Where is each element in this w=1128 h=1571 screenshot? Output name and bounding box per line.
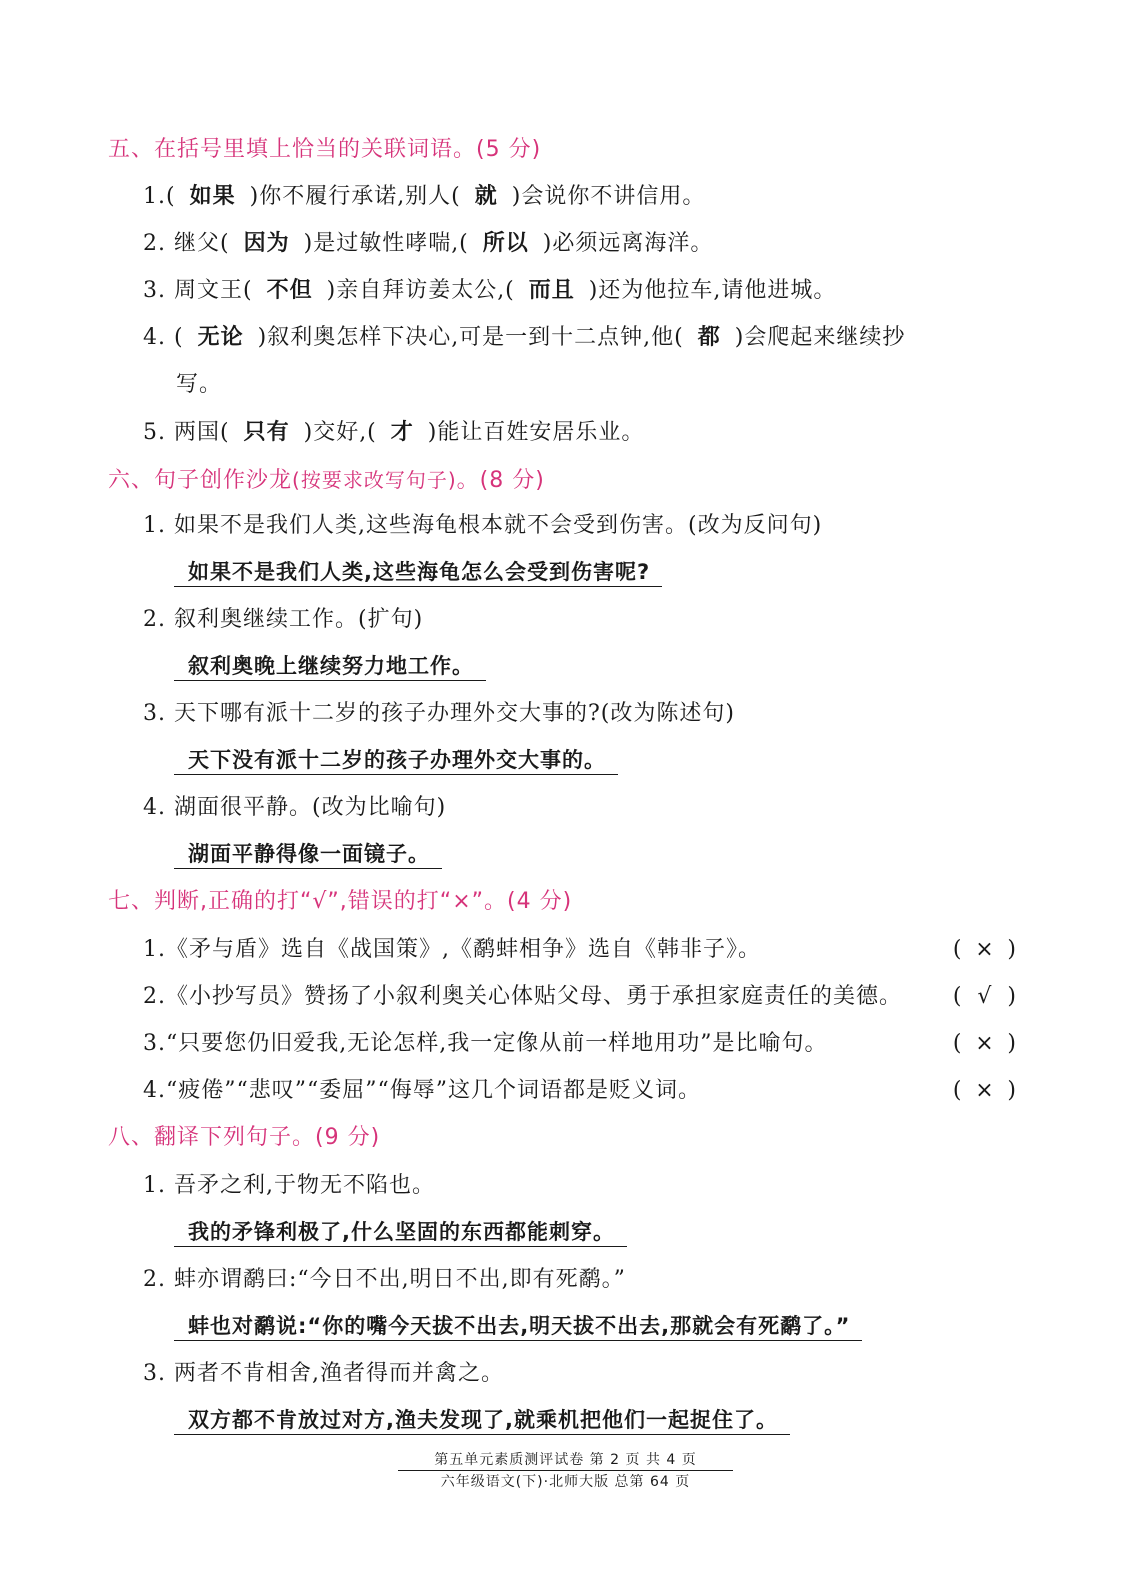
item-number: 1. <box>143 513 166 538</box>
sec7-item-2-judgement: ( √ ) <box>953 982 1016 1012</box>
sec6-item-4-answer: 湖面平静得像一面镜子。 <box>174 840 442 869</box>
judgement-mark: × <box>975 1078 994 1103</box>
question-text: ( <box>174 325 184 350</box>
section-6-subtitle: (按要求改写句子) <box>292 468 457 492</box>
item-number: 3. <box>143 278 166 303</box>
answer-word: 所以 <box>482 231 529 256</box>
item-number: 3. <box>143 1361 166 1386</box>
question-text: )交好,( <box>303 420 377 445</box>
question-text: )会说你不讲信用。 <box>511 184 706 209</box>
answer-word: 才 <box>390 420 414 445</box>
sec6-item-2-answer: 叙利奥晚上继续努力地工作。 <box>174 652 486 681</box>
sec5-item-3 <box>143 276 836 306</box>
sec7-item-3-judgement: ( × ) <box>953 1029 1016 1059</box>
item-number: 4. <box>143 1078 166 1103</box>
question-text: )叙利奥怎样下决心,可是一到十二点钟,他( <box>257 325 684 350</box>
question-text: 蚌亦谓鹬曰:“今日不出,明日不出,即有死鹬。” <box>174 1267 626 1292</box>
question-text: 两者不肯相舍,渔者得而并禽之。 <box>174 1361 504 1386</box>
item-number: 5. <box>143 420 166 445</box>
sec6-item-4-question <box>143 793 446 823</box>
section-7-score: (4 分) <box>507 889 573 914</box>
sec7-item-3 <box>143 1029 827 1059</box>
sec5-item-4 <box>143 323 905 353</box>
question-text: )亲自拜访姜太公,( <box>326 278 515 303</box>
question-text: 两国( <box>174 420 230 445</box>
item-number: 4. <box>143 795 166 820</box>
section-8-title <box>108 1123 380 1153</box>
item-number: 3. <box>143 1031 166 1056</box>
item-number: 4. <box>143 325 166 350</box>
answer-word: 因为 <box>243 231 290 256</box>
sec7-item-1 <box>143 935 761 965</box>
answer-word: 都 <box>697 325 721 350</box>
sec5-item-5 <box>143 418 644 448</box>
item-number: 1. <box>143 937 166 962</box>
sec6-item-1-question <box>143 511 822 541</box>
question-text: “只要您仍旧爱我,无论怎样,我一定像从前一样地用功”是比喻句。 <box>166 1031 828 1056</box>
section-6-title-text: 六、句子创作沙龙 <box>108 468 293 493</box>
sec8-item-2-answer: 蚌也对鹬说:“你的嘴今天拔不出去,明天拔不出去,那就会有死鹬了。” <box>174 1312 862 1341</box>
sec7-item-4 <box>143 1076 701 1106</box>
section-8-title-text: 八、翻译下列句子。 <box>108 1125 316 1150</box>
section-7-title <box>108 887 572 917</box>
sec8-item-1-answer: 我的矛锋利极了,什么坚固的东西都能刺穿。 <box>174 1218 627 1247</box>
sec8-item-1-question <box>143 1171 435 1201</box>
footer-page-info: 第五单元素质测评试卷 第 2 页 共 4 页 <box>398 1450 733 1471</box>
item-number: 2. <box>143 1267 166 1292</box>
section-5-title <box>108 135 541 165</box>
question-text: )还为他拉车,请他进城。 <box>588 278 837 303</box>
question-text: 吾矛之利,于物无不陷也。 <box>174 1173 435 1198</box>
item-number: 1. <box>143 184 166 209</box>
question-text: )能让百姓安居乐业。 <box>427 420 645 445</box>
sec6-item-2-question <box>143 605 423 635</box>
sec5-item-1 <box>143 182 705 212</box>
sec6-item-3-answer: 天下没有派十二岁的孩子办理外交大事的。 <box>174 746 618 775</box>
question-text: 如果不是我们人类,这些海龟根本就不会受到伤害。(改为反问句) <box>174 513 823 538</box>
item-number: 2. <box>143 984 166 1009</box>
question-text: 叙利奥继续工作。(扩句) <box>174 607 424 632</box>
sec6-item-3-question <box>143 699 735 729</box>
sec5-item-4-continued: 写。 <box>176 372 223 397</box>
answer-word: 就 <box>474 184 498 209</box>
footer-book-info: 六年级语文(下)·北师大版 总第 64 页 <box>440 1474 691 1490</box>
question-text: “疲倦”“悲叹”“委屈”“侮辱”这几个词语都是贬义词。 <box>166 1078 701 1103</box>
answer-word: 只有 <box>243 420 290 445</box>
question-text: )必须远离海洋。 <box>542 231 714 256</box>
sec8-item-3-question <box>143 1359 504 1389</box>
sec7-item-1-judgement: ( × ) <box>953 935 1016 965</box>
section-8-score: (9 分) <box>315 1125 381 1150</box>
question-text: ( <box>166 184 176 209</box>
question-text: 继父( <box>174 231 230 256</box>
answer-word: 不但 <box>266 278 313 303</box>
sec8-item-2-question <box>143 1265 626 1295</box>
judgement-mark: √ <box>977 984 992 1009</box>
section-6-score: 。(8 分) <box>456 468 545 493</box>
question-text: )你不履行承诺,别人( <box>249 184 461 209</box>
answer-word: 而且 <box>528 278 575 303</box>
item-number: 3. <box>143 701 166 726</box>
section-5-score: (5 分) <box>476 137 542 162</box>
item-number: 1. <box>143 1173 166 1198</box>
question-text: 周文王( <box>174 278 253 303</box>
question-text: 《矛与盾》选自《战国策》,《鹬蚌相争》选自《韩非子》。 <box>166 937 761 962</box>
item-number: 2. <box>143 607 166 632</box>
judgement-mark: × <box>975 937 994 962</box>
answer-word: 无论 <box>197 325 244 350</box>
item-number: 2. <box>143 231 166 256</box>
question-text: )会爬起来继续抄 <box>734 325 906 350</box>
sec7-item-2 <box>143 982 902 1012</box>
sec6-item-1-answer: 如果不是我们人类,这些海龟怎么会受到伤害呢? <box>174 558 662 587</box>
sec5-item-2 <box>143 229 713 259</box>
question-text: 天下哪有派十二岁的孩子办理外交大事的?(改为陈述句) <box>174 701 735 726</box>
section-5-title-text: 五、在括号里填上恰当的关联词语。 <box>108 137 477 162</box>
question-text: )是过敏性哮喘,( <box>303 231 469 256</box>
section-7-title-text: 七、判断,正确的打“√”,错误的打“×”。 <box>108 889 508 914</box>
question-text: 湖面很平静。(改为比喻句) <box>174 795 447 820</box>
sec7-item-4-judgement: ( × ) <box>953 1076 1016 1106</box>
judgement-mark: × <box>975 1031 994 1056</box>
answer-word: 如果 <box>189 184 236 209</box>
question-text: 《小抄写员》赞扬了小叙利奥关心体贴父母、勇于承担家庭责任的美德。 <box>166 984 903 1009</box>
section-6-title <box>108 465 545 496</box>
sec8-item-3-answer: 双方都不肯放过对方,渔夫发现了,就乘机把他们一起捉住了。 <box>174 1406 790 1435</box>
